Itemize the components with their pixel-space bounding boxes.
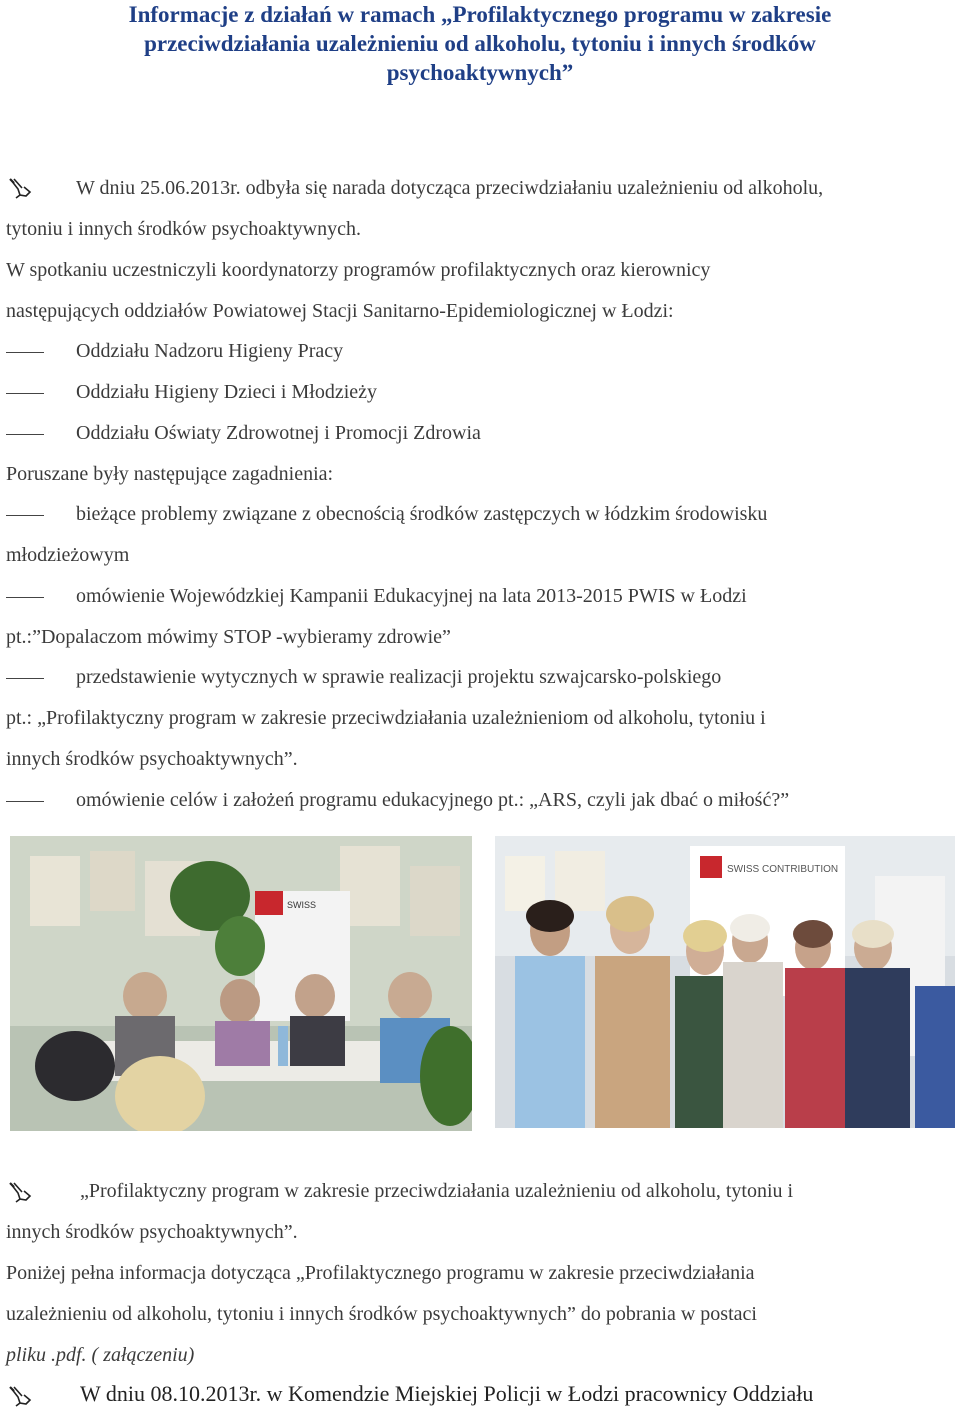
poster-text: SWISS CONTRIBUTION [727,864,839,875]
title-line-2: przeciwdziałania uzależnieniu od alkoholu, tytoniu i innych środków [144,31,816,56]
para-4-line-1: Poniżej pełna informacja dotycząca „Profilaktycznego programu w zakresie przeciwdziałania [6,1262,755,1284]
dash-marker [6,678,44,679]
topics-heading: Poruszane były następujące zagadnienia: [6,463,334,485]
dash-marker [6,434,44,435]
topic-4-line-1: omówienie celów i założeń programu edukacyjnego pt.: „ARS, czyli jak dbać o miłość?” [76,789,790,811]
photo-group [495,836,955,1128]
document-title [40,0,920,87]
title-line-1: Informacje z działań w ramach „Profilaktycznego programu w zakresie [128,2,832,27]
writing-hand-icon [8,177,34,199]
dash-marker [6,352,44,353]
attachment-link[interactable]: pliku .pdf. ( załączeniu) [6,1344,195,1366]
topic-3-line-2: pt.: „Profilaktyczny program w zakresie przeciwdziałania uzależnieniom od alkoholu, tytoniu i [6,707,766,729]
para-1-line-1: W dniu 25.06.2013r. odbyła się narada dotycząca przeciwdziałaniu uzależnieniu od alkoholu, [76,177,824,199]
photo-meeting [10,836,472,1131]
para-4-line-2: uzależnieniu od alkoholu, tytoniu i innych środków psychoaktywnych” do pobrania w postaci [6,1303,757,1325]
dash-marker [6,597,44,598]
topic-2-line-2: pt.:”Dopalaczom mówimy STOP -wybieramy zdrowie” [6,626,451,648]
writing-hand-icon [8,1181,34,1203]
dash-marker [6,515,44,516]
para-3-line-2: innych środków psychoaktywnych”. [6,1221,298,1243]
para-5-line-1: W dniu 08.10.2013r. w Komendzie Miejskiej Policji w Łodzi pracownicy Oddziału [80,1381,814,1406]
para-2-line-2: następujących oddziałów Powiatowej Stacji Sanitarno-Epidemiologicznej w Łodzi: [6,300,674,322]
list-item-department: Oddziału Oświaty Zdrowotnej i Promocji Zdrowia [76,422,481,444]
topic-3-line-1: przedstawienie wytycznych w sprawie realizacji projektu szwajcarsko-polskiego [76,666,722,688]
dash-marker [6,393,44,394]
poster-text: SWISS [287,900,317,910]
title-line-3: psychoaktywnych” [386,60,574,85]
list-item-department: Oddziału Nadzoru Higieny Pracy [76,340,344,362]
dash-marker [6,801,44,802]
topic-2-line-1: omówienie Wojewódzkiej Kampanii Edukacyjnej na lata 2013-2015 PWIS w Łodzi [76,585,747,607]
topic-1-line-2: młodzieżowym [6,544,130,566]
para-2-line-1: W spotkaniu uczestniczyli koordynatorzy programów profilaktycznych oraz kierownicy [6,259,711,281]
para-1-line-2: tytoniu i innych środków psychoaktywnych. [6,218,361,240]
topic-3-line-3: innych środków psychoaktywnych”. [6,748,298,770]
topic-1-line-1: bieżące problemy związane z obecnością środków zastępczych w łódzkim środowisku [76,503,768,525]
list-item-department: Oddziału Higieny Dzieci i Młodzieży [76,381,378,403]
para-3-line-1: „Profilaktyczny program w zakresie przeciwdziałania uzależnieniu od alkoholu, tytoniu i [80,1180,794,1202]
writing-hand-icon [8,1385,34,1407]
